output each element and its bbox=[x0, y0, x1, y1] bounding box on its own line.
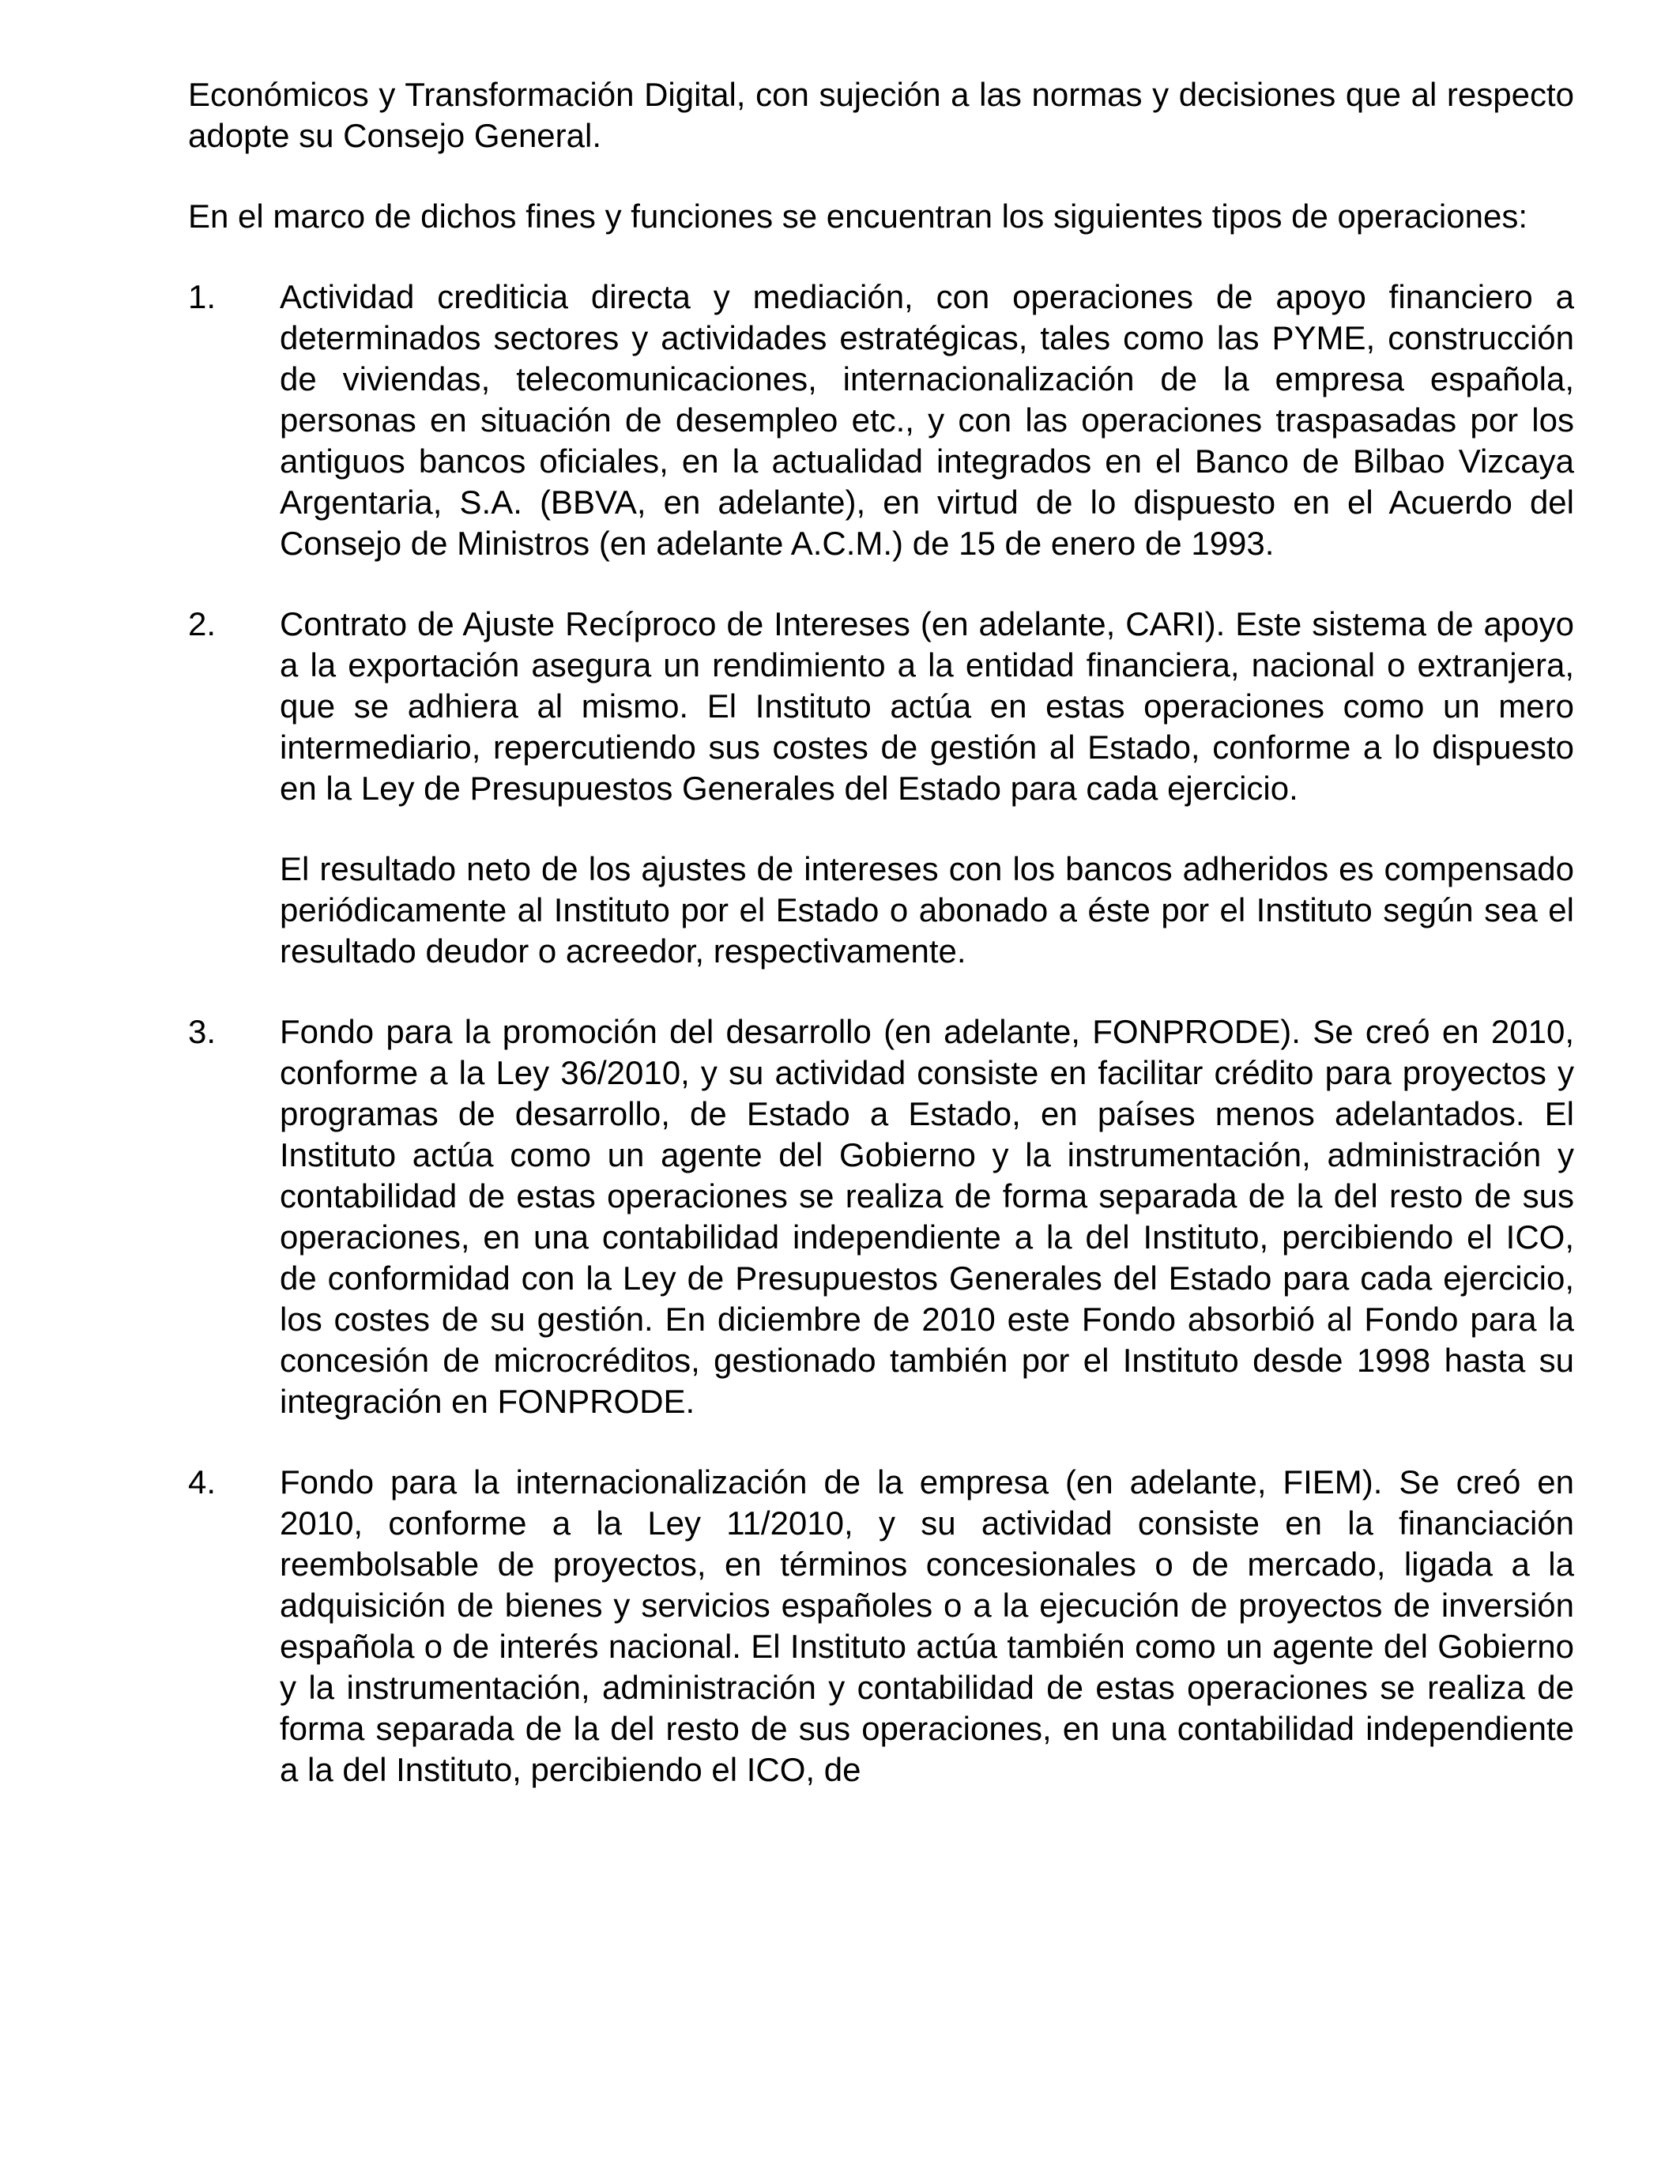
list-item-paragraph: El resultado neto de los ajustes de intereses con los bancos adheridos es compensado periódicamente al Instituto por el Estado o abonado a éste por el Instituto según sea el resultado deudor o acreedor, respectivamente. bbox=[280, 850, 1574, 970]
list-item bbox=[188, 1011, 1574, 1422]
list-item-body bbox=[280, 277, 1574, 564]
list-item-body bbox=[280, 1462, 1574, 1791]
list-item bbox=[188, 277, 1574, 564]
list-item bbox=[188, 604, 1574, 972]
list-item-number: 1. bbox=[188, 278, 217, 315]
intro-paragraph: En el marco de dichos fines y funciones se encuentran los siguientes tipos de operaciones: bbox=[188, 198, 1528, 235]
intro-paragraph: Económicos y Transformación Digital, con sujeción a las normas y decisiones que al respecto adopte su Consejo General. bbox=[188, 76, 1574, 154]
list-item-number: 3. bbox=[188, 1013, 217, 1050]
list-item-paragraph: Fondo para la internacionalización de la empresa (en adelante, FIEM). Se creó en 2010, conforme a la Ley 11/2010, y su actividad consiste en la financiación reembolsable de proyectos, en términos concesionales o de mercado, ligada a la adquisición de bienes y servicios españoles o a la ejecución de proyectos de inversión española o de interés nacional. El Instituto actúa también como un agente del Gobierno y la instrumentación, administración y contabilidad de estas operaciones se realiza de forma separada de la del resto de sus operaciones, en una contabilidad independiente a la del Instituto, percibiendo el ICO, de bbox=[280, 1463, 1574, 1788]
document-body bbox=[188, 74, 1574, 1830]
list-item-number: 4. bbox=[188, 1463, 217, 1501]
list-item bbox=[188, 1462, 1574, 1791]
list-item-body bbox=[280, 604, 1574, 972]
list-item-number: 2. bbox=[188, 605, 217, 642]
list-item-body bbox=[280, 1011, 1574, 1422]
list-item-paragraph: Actividad crediticia directa y mediación, con operaciones de apoyo financiero a determinados sectores y actividades estratégicas, tales como las PYME, construcción de viviendas, telecomunicaciones, internacionalización de la empresa española, personas en situación de desempleo etc., y con las operaciones traspasadas por los antiguos bancos oficiales, en la actualidad integrados en el Banco de Bilbao Vizcaya Argentaria, S.A. (BBVA, en adelante), en virtud de lo dispuesto en el Acuerdo del Consejo de Ministros (en adelante A.C.M.) de 15 de enero de 1993. bbox=[280, 278, 1574, 562]
list-item-paragraph: Contrato de Ajuste Recíproco de Intereses (en adelante, CARI). Este sistema de apoyo a la exportación asegura un rendimiento a la entidad financiera, nacional o extranjera, que se adhiera al mismo. El Instituto actúa en estas operaciones como un mero intermediario, repercutiendo sus costes de gestión al Estado, conforme a lo dispuesto en la Ley de Presupuestos Generales del Estado para cada ejercicio. bbox=[280, 605, 1574, 807]
list-item-paragraph: Fondo para la promoción del desarrollo (en adelante, FONPRODE). Se creó en 2010, conforme a la Ley 36/2010, y su actividad consiste en facilitar crédito para proyectos y programas de desarrollo, de Estado a Estado, en países menos adelantados. El Instituto actúa como un agente del Gobierno y la instrumentación, administración y contabilidad de estas operaciones se realiza de forma separada de la del resto de sus operaciones, en una contabilidad independiente a la del Instituto, percibiendo el ICO, de conformidad con la Ley de Presupuestos Generales del Estado para cada ejercicio, los costes de su gestión. En diciembre de 2010 este Fondo absorbió al Fondo para la concesión de microcréditos, gestionado también por el Instituto desde 1998 hasta su integración en FONPRODE. bbox=[280, 1013, 1574, 1420]
